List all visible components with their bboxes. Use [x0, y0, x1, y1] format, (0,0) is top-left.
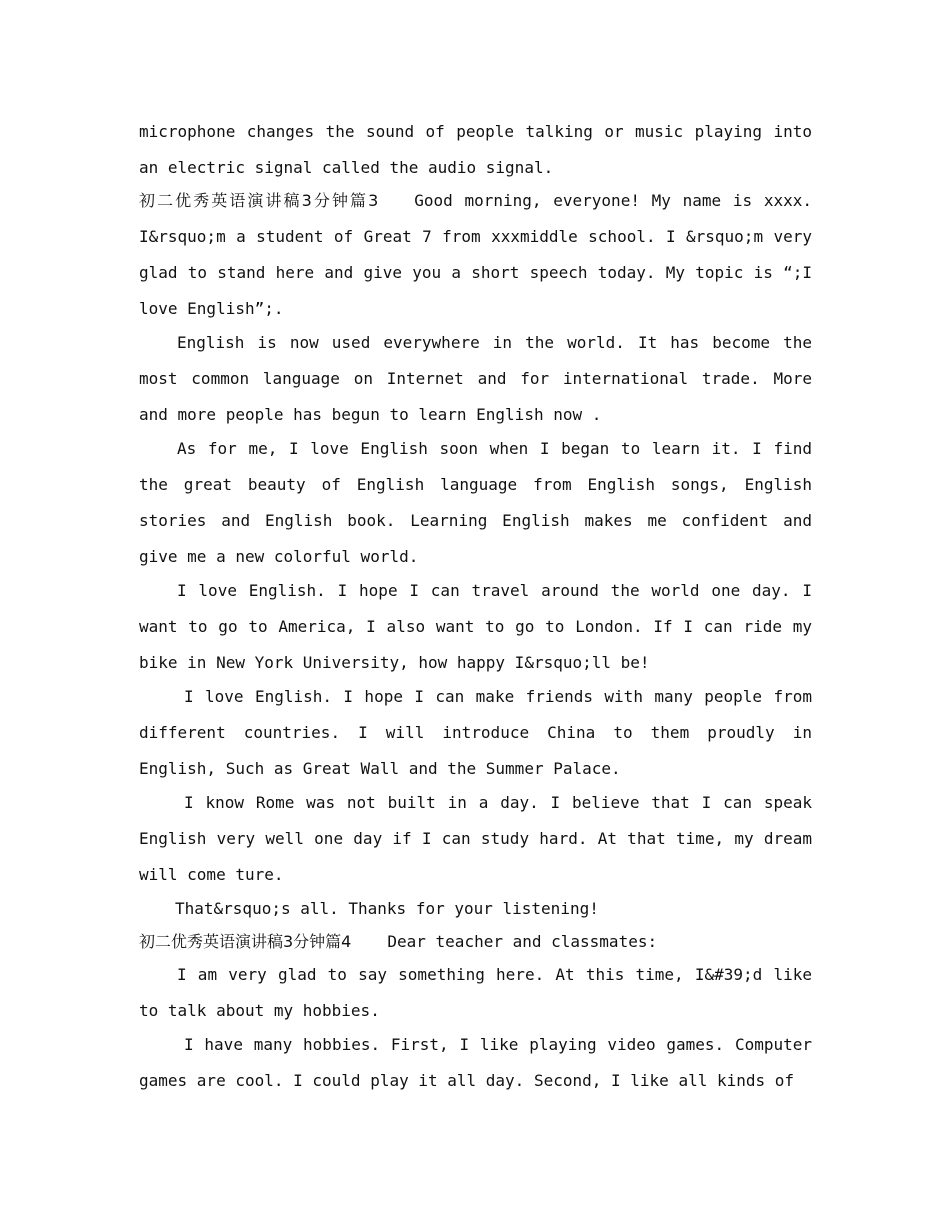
paragraph-4	[139, 431, 812, 575]
paragraph-text: I love English. I hope I can travel around the world one day. I want to go to America, I also want to go to London. If I can ride my bike in New York University, how happy I&rsquo;ll be!	[139, 581, 812, 672]
paragraph-10	[139, 957, 812, 1029]
paragraph-3	[139, 325, 812, 433]
paragraph-text: I am very glad to say something here. At this time, I&#39;d like to talk about my hobbies.	[139, 965, 812, 1020]
paragraph-text: I love English. I hope I can make friends with many people from different countries. I will introduce China to them proudly in English, Such as Great Wall and the Summer Palace.	[139, 687, 812, 778]
paragraph-text: That&rsquo;s all. Thanks for your listening!	[175, 899, 599, 918]
paragraph-text: I know Rome was not built in a day. I believe that I can speak English very well one day if I can study hard. At that time, my dream will come ture.	[139, 793, 812, 884]
paragraph-8	[139, 891, 812, 927]
paragraph-text: I have many hobbies. First, I like playing video games. Computer games are cool. I could play it all day. Second, I like all kinds of	[139, 1035, 812, 1090]
section-heading-3: 初二优秀英语演讲稿3分钟篇3	[139, 191, 379, 210]
paragraph-6	[139, 679, 812, 787]
paragraph-text: microphone changes the sound of people talking or music playing into an electric signal called the audio signal.	[139, 122, 812, 177]
paragraph-9	[139, 924, 812, 960]
paragraph-text: English is now used everywhere in the world. It has become the most common language on Internet and for international trade. More and more people has begun to learn English now .	[139, 333, 812, 424]
paragraph-2	[139, 183, 812, 327]
paragraph-7	[139, 785, 812, 893]
document-body	[139, 114, 812, 1099]
paragraph-text: As for me, I love English soon when I began to learn it. I find the great beauty of English language from English songs, English stories and English book. Learning English makes me confident and give me a new colorful world.	[139, 439, 812, 566]
paragraph-text: Good morning, everyone! My name is xxxx. I&rsquo;m a student of Great 7 from xxxmiddle school. I &rsquo;m very glad to stand here and give you a short speech today. My topic is “;I love English”;.	[139, 191, 812, 318]
paragraph-1	[139, 114, 812, 186]
paragraph-11	[139, 1027, 812, 1099]
paragraph-text: Dear teacher and classmates:	[387, 932, 658, 951]
section-heading-4: 初二优秀英语演讲稿3分钟篇4	[139, 932, 352, 951]
paragraph-5	[139, 573, 812, 681]
